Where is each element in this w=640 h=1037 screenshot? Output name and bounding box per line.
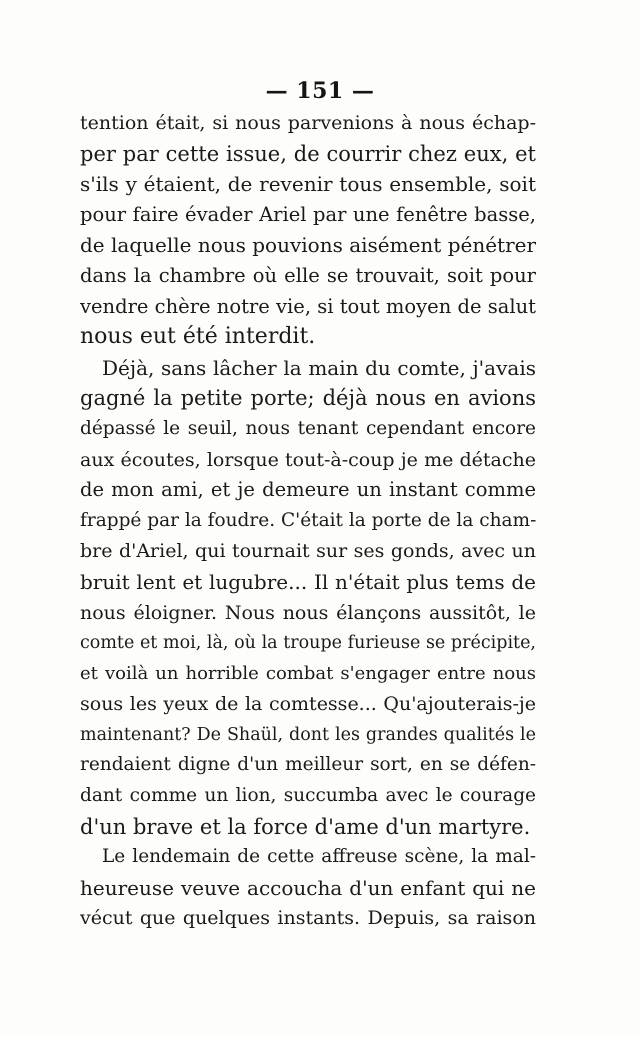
text-line: pour faire évader Ariel par une fenêtre basse, [80,202,536,226]
text-line: bruit lent et lugubre... Il n'était plus tems de [80,569,536,594]
page-number: — 151 — [265,78,375,104]
text-line: nous éloigner. Nous nous élançons aussitôt, le [80,601,536,624]
text-line: maintenant? De Shaül, dont les grandes qualités le [80,724,536,745]
text-line: Déjà, sans lâcher la main du comte, j'avais [102,355,536,380]
text-line: per par cette issue, de courrir chez eux, et [80,141,536,166]
text-line: tention était, si nous parvenions à nous échap- [80,112,536,134]
text-line: dans la chambre où elle se trouvait, soit pour [80,263,536,287]
text-line: sous les yeux de la comtesse... Qu'ajouterais-je [80,693,536,716]
text-line: vendre chère notre vie, si tout moyen de salut [80,294,536,318]
text-line: aux écoutes, lorsque tout-à-coup je me détache [80,448,536,471]
body-text [80,108,536,934]
text-line: bre d'Ariel, qui tournait sur ses gonds, avec un [80,540,536,563]
text-line: dant comme un lion, succumba avec le courage [80,785,536,807]
text-line: s'ils y étaient, de revenir tous ensemble, soit [80,172,536,197]
text-line: de mon ami, et je demeure un instant comme [80,478,536,502]
text-line: de laquelle nous pouvions aisément pénétrer [80,233,536,258]
text-line: Le lendemain de cette affreuse scène, la mal- [102,846,536,868]
text-line: rendaient digne d'un meilleur sort, en se défen- [80,754,536,776]
text-line: comte et moi, là, où la troupe furieuse se précipite, [80,633,536,654]
text-line: et voilà un horrible combat s'engager entre nous [80,662,536,684]
text-line: d'un brave et la force d'ame d'un martyre. [80,814,531,839]
text-line: dépassé le seuil, nous tenant cependant encore [80,417,536,439]
text-line: heureuse veuve accoucha d'un enfant qui ne [80,875,536,900]
text-line: nous eut été interdit. [80,324,316,350]
text-line: gagné la petite porte; déjà nous en avions [80,386,536,411]
text-line: vécut que quelques instants. Depuis, sa raison [80,907,536,930]
text-line: frappé par la foudre. C'était la porte de la cham- [80,509,536,531]
